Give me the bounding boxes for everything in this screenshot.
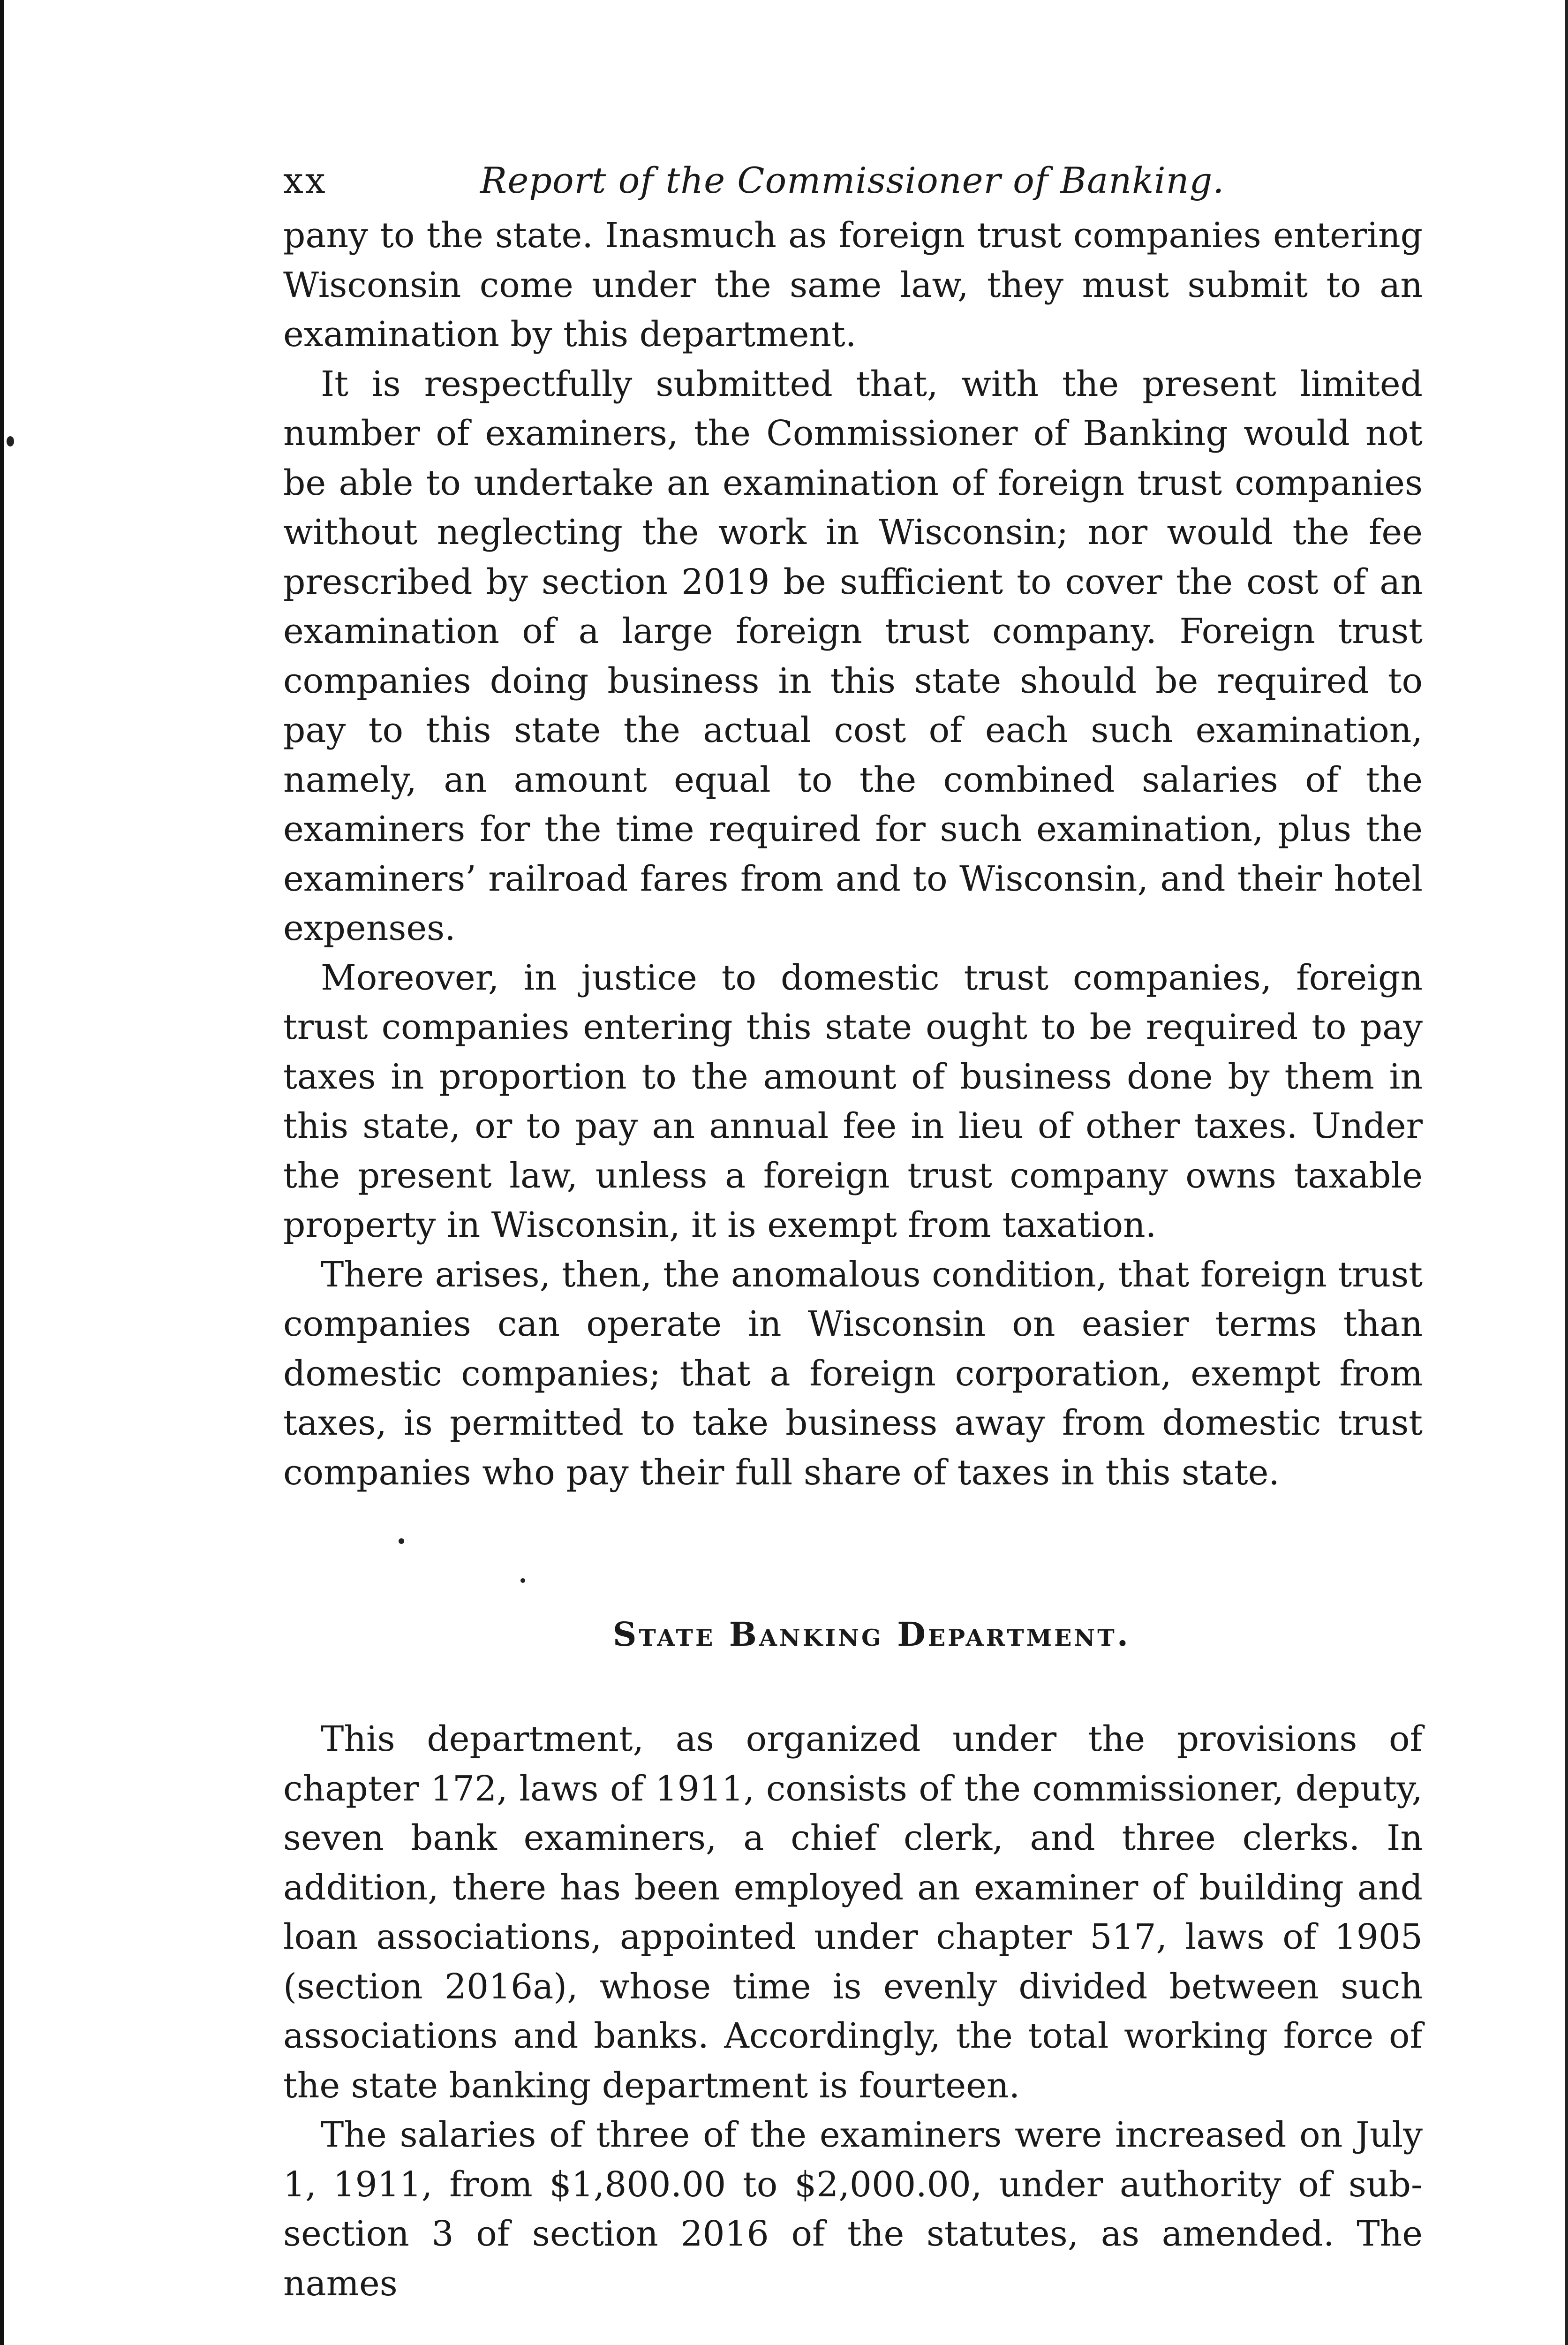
scan-speck (399, 1538, 404, 1544)
page-number: xx (283, 159, 327, 201)
paragraph-continuation: pany to the state. Inasmuch as foreign trust companies entering Wisconsin come under the same law, they must submit to an examination by this department. (283, 215, 1423, 355)
scan-speck (520, 1578, 525, 1583)
paragraph-examination-limits: It is respectfully submitted that, with the present limited number of examiners, the Commissioner of Banking would not be able to undertake an examination of foreign trust companies without neglecting the work in Wisconsin; nor would the fee prescribed by section 2019 be sufficient to cover the cost of an examination of a large foreign trust company. Foreign trust companies doing business in this state should be required to pay to this state the actual cost of each such examination, namely, an amount equal to the combined salaries of the examiners for the time required for such examination, plus the examiners’ railroad fares from and to Wisconsin, and their hotel expenses. (283, 363, 1423, 948)
paragraph-anomalous-condition: There arises, then, the anomalous condition, that foreign trust companies can operate in Wisconsin on easier terms than domestic companies; that a foreign corporation, exempt from taxes, is permitted to take business away from domestic trust companies who pay their full share of taxes in this state. (283, 1254, 1423, 1493)
paragraph-department-organization: This department, as organized under the provisions of chapter 172, laws of 1911, consists of the commissioner, deputy, seven bank examiners, a chief clerk, and three clerks. In addition, there has been employed an examiner of building and loan associations, appointed under chapter 517, laws of 1905 (section 2016a), whose time is evenly divided between such associations and banks. Accordingly, the total working force of the state banking department is fourteen. (283, 1719, 1423, 2106)
section-heading: State Banking Department. (612, 1615, 1131, 1654)
paragraph-salaries: The salaries of three of the examiners were increased on July 1, 1911, from $1,800.00 to $2,000.00, under authority of subsection 3 of section 2016 of the statutes, as amended. The names (283, 2115, 1423, 2304)
running-head (283, 155, 1423, 211)
running-title: Report of the Commissioner of Banking. (480, 159, 1225, 201)
paragraph-taxation: Moreover, in justice to domestic trust companies, foreign trust companies entering this state ought to be required to pay taxes in proportion to the amount of business done by them in this state, or to pay an annual fee in lieu of other taxes. Under the present law, unless a foreign trust company owns taxable property in Wisconsin, it is exempt from taxation. (283, 957, 1423, 1245)
document-page (283, 155, 1423, 2308)
scan-speck (7, 436, 14, 446)
